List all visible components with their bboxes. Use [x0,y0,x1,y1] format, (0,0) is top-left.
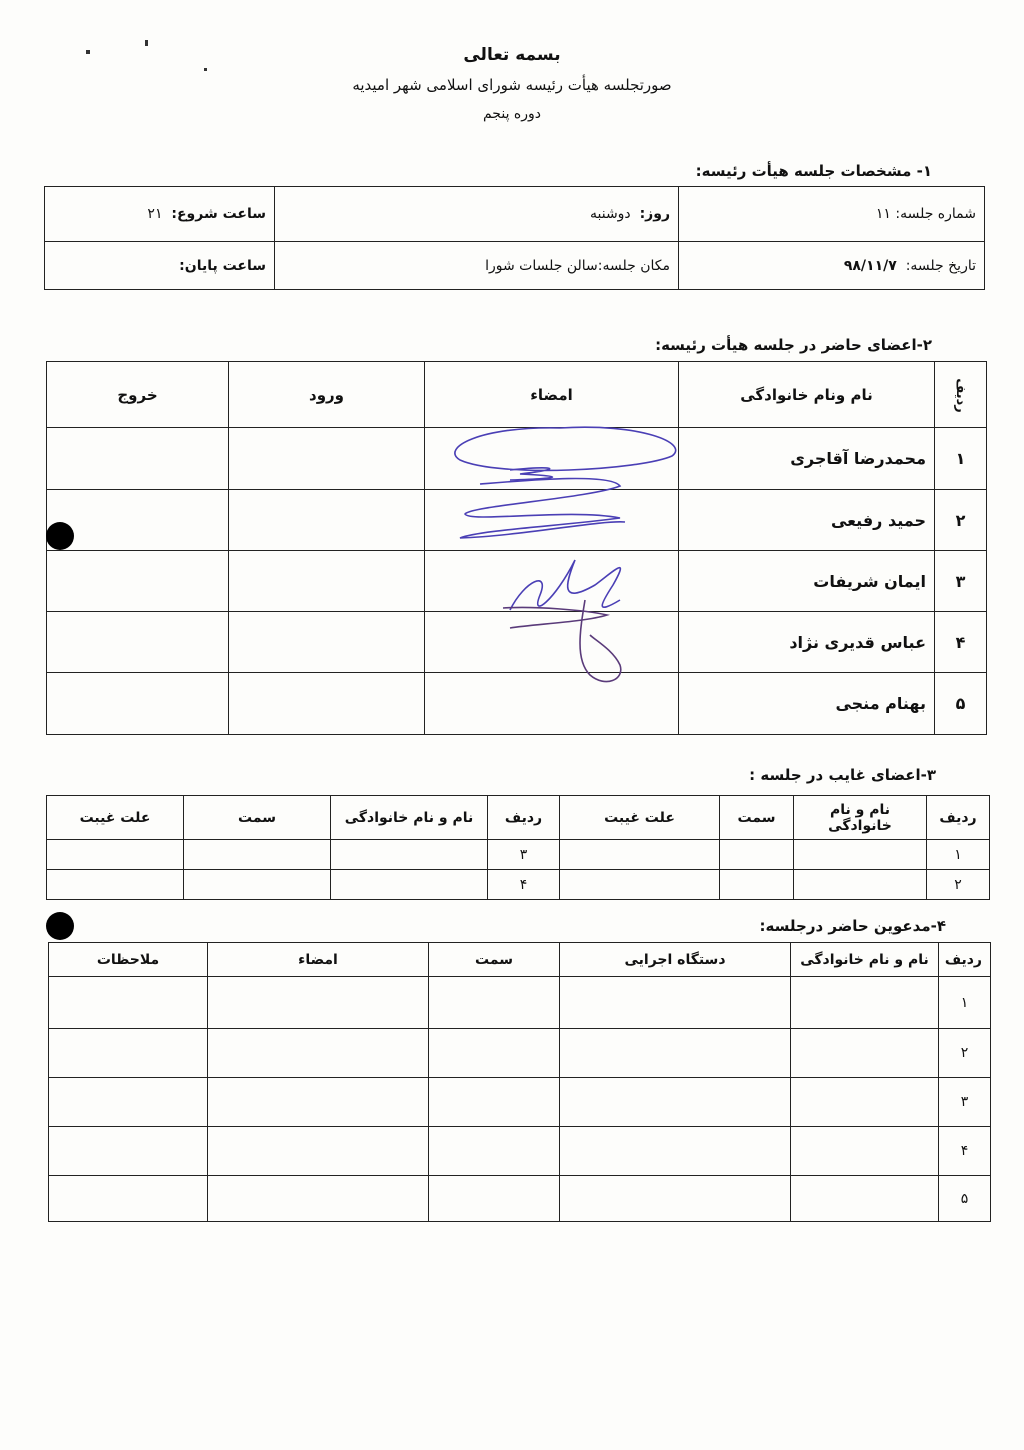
paper-speck [204,68,207,71]
section2-heading: ۲-اعضای حاضر در جلسه هیأت رئیسه: [655,336,932,354]
col-agency: دستگاه اجرایی [560,943,791,977]
row-number: ۲ [927,870,990,900]
table-row [49,1176,991,1222]
table-row [49,1078,991,1127]
signature-scribble-1 [440,418,685,548]
exit-cell [47,551,229,612]
col-signature: امضاء [425,362,679,428]
date-label: تاریخ جلسه: [905,257,976,274]
table-row [49,1127,991,1176]
end-time-label: ساعت پایان: [179,257,266,274]
session-number-value: ۱۱ [875,206,891,222]
member-name: حمید رفیعی [679,490,935,551]
col-row-number: ردیف [927,796,990,840]
col-signature: امضاء [208,943,429,977]
row-number: ۳ [935,551,987,612]
row-number: ۲ [935,490,987,551]
row-number: ۴ [939,1127,991,1176]
row-number: ۳ [488,840,560,870]
col-exit: خروج [47,362,229,428]
row-number: ۵ [935,673,987,735]
member-name: بهنام منجی [679,673,935,735]
entry-cell [229,551,425,612]
signature-scribble-2 [495,540,645,690]
row-number: ۱ [935,428,987,490]
basmala: بسمه تعالی [463,45,561,65]
start-time-label: ساعت شروع: [171,206,266,222]
place-value: سالن جلسات شورا [485,257,598,274]
document-title: صورتجلسه هیأت رئیسه شورای اسلامی شهر امیدیه [352,76,672,94]
row-number: ۱ [927,840,990,870]
day-value: دوشنبه [589,206,631,222]
row-number: ۱ [939,977,991,1029]
member-name: محمدرضا آقاجری [679,428,935,490]
table-row [49,977,991,1029]
col-absence-reason: علت غیبت [47,796,184,840]
place-label: مکان جلسه: [597,257,670,274]
start-time-cell [45,187,275,242]
member-name: ایمان شریفات [679,551,935,612]
row-number: ۴ [935,612,987,673]
row-number: ۳ [939,1078,991,1127]
day-cell [275,187,679,242]
section3-heading: ۳-اعضای غایب در جلسه : [749,766,936,784]
document-subtitle: دوره پنجم [482,106,542,122]
col-absence-reason: علت غیبت [560,796,720,840]
col-remarks: ملاحظات [49,943,208,977]
session-number-cell [679,187,985,242]
col-entry: ورود [229,362,425,428]
col-row-number: ردیف [488,796,560,840]
punch-hole [46,522,74,550]
invitees-table [48,942,991,1222]
exit-cell [47,428,229,490]
exit-cell [47,673,229,735]
exit-cell [47,490,229,551]
punch-hole [46,912,74,940]
section1-heading: ۱- مشخصات جلسه هیأت رئیسه: [695,162,932,180]
table-row [47,870,990,900]
col-row-number: ردیف [939,943,991,977]
session-number-label: شماره جلسه: [895,206,976,222]
entry-cell [229,490,425,551]
start-time-value: ۲۱ [147,206,163,222]
place-cell [275,242,679,290]
member-name: عباس قدیری نژاد [679,612,935,673]
col-position: سمت [184,796,331,840]
session-info-table [44,186,985,290]
exit-cell [47,612,229,673]
row-number: ۵ [939,1176,991,1222]
end-time-cell [45,242,275,290]
entry-cell [229,428,425,490]
entry-cell [229,673,425,735]
table-row [47,840,990,870]
col-row-number: ردیف [935,362,987,428]
date-cell [679,242,985,290]
col-position: سمت [429,943,560,977]
col-full-name: نام ونام خانوادگی [679,362,935,428]
col-full-name: نام و نام خانوادگی [791,943,939,977]
col-position: سمت [720,796,794,840]
section4-heading: ۴-مدعوین حاضر درجلسه: [759,917,946,935]
row-number: ۲ [939,1029,991,1078]
day-label: روز: [639,206,670,222]
date-value: ۹۸/۱۱/۷ [843,257,897,274]
col-full-name: نام و نام خانوادگی [331,796,488,840]
col-full-name: نام و نام خانوادگی [794,796,927,840]
table-row [49,1029,991,1078]
row-number: ۴ [488,870,560,900]
absent-members-table [46,795,990,900]
entry-cell [229,612,425,673]
